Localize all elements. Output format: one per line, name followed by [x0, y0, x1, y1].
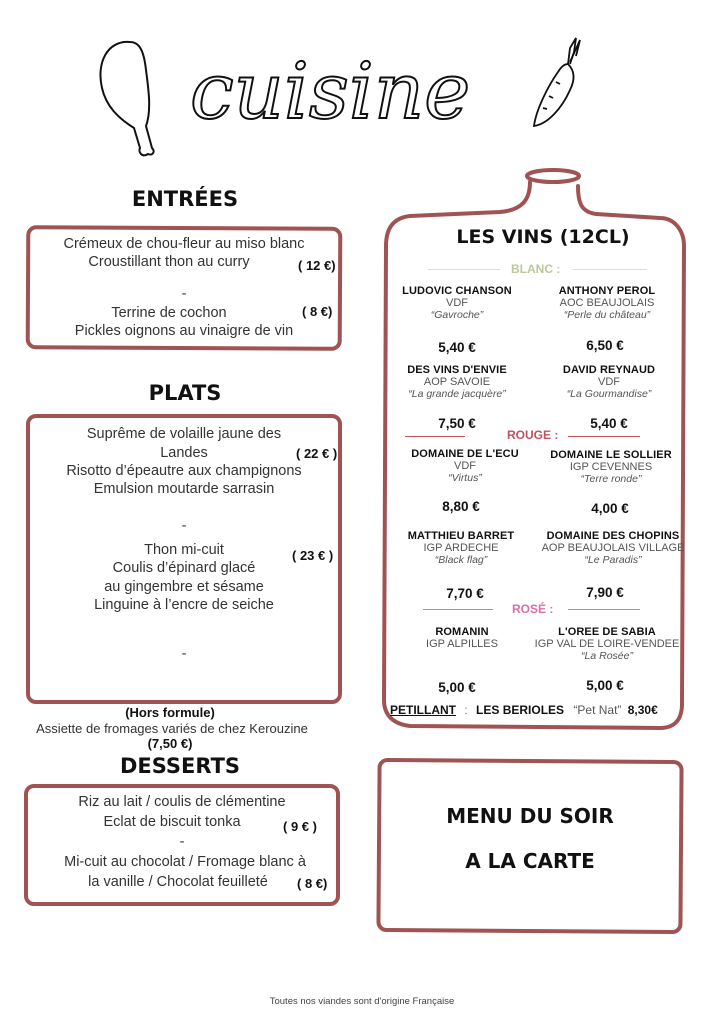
entrees-list [26, 226, 342, 350]
wine-cuvee: “Perle du château” [563, 309, 651, 321]
petillant-label: PETILLANT [390, 703, 456, 717]
wine-appellation: IGP ALPILLES [426, 638, 498, 650]
rose-rule-left [423, 609, 493, 610]
dessert-line: Riz au lait / coulis de clémentine [78, 794, 286, 810]
plat-line: au gingembre et sésame [104, 579, 264, 595]
wine-producer: DOMAINE DE L'ECU [411, 448, 519, 460]
entrees-title: ENTRÉES [131, 187, 239, 211]
fromage-label: (Hors formule) [125, 705, 215, 720]
wine-card [533, 530, 693, 567]
wine-cuvee: “La grande jacquère” [408, 388, 506, 400]
blanc-label: BLANC : [511, 262, 561, 276]
wine-appellation: AOP BEAUJOLAIS VILLAGE [541, 542, 685, 554]
plats-title: PLATS [148, 381, 222, 405]
wine-cuvee: “Black flag” [434, 554, 488, 566]
rose-label: ROSÉ : [512, 602, 554, 616]
carrot-icon [534, 38, 580, 126]
wine-price: 4,00 € [591, 501, 629, 516]
wine-cuvee: “Terre ronde” [580, 473, 642, 485]
wine-card [377, 364, 537, 401]
wine-card [382, 626, 542, 650]
wine-cuvee: “Gavroche” [430, 309, 484, 321]
wine-card [527, 626, 687, 663]
dessert-line: Eclat de biscuit tonka [103, 814, 241, 830]
entree-line: Croustillant thon au curry [88, 254, 250, 270]
petillant-cuvee: “Pet Nat” [573, 703, 622, 717]
wine-appellation: VDF [598, 376, 620, 388]
blanc-rule-left [428, 269, 500, 270]
plat-price: ( 23 € ) [292, 548, 334, 563]
entree-line: Terrine de cochon [111, 305, 227, 321]
wine-price: 5,00 € [586, 678, 624, 693]
menu-soir-line2: A LA CARTE [465, 849, 595, 873]
dessert-price: ( 8 €) [297, 876, 328, 891]
wine-price: 5,00 € [438, 680, 476, 695]
menu-soir-line1: MENU DU SOIR [446, 804, 614, 828]
wine-card [531, 449, 691, 486]
petillant-name: LES BERIOLES [476, 703, 565, 717]
wine-appellation: IGP VAL DE LOIRE-VENDEE [534, 638, 680, 650]
plat-line: Linguine à l’encre de seiche [94, 597, 274, 613]
plat-line: Risotto d’épeautre aux champignons [66, 463, 302, 479]
vins-title: LES VINS (12CL) [456, 226, 630, 248]
plat-line: Emulsion moutarde sarrasin [93, 481, 275, 497]
entree-line: Pickles oignons au vinaigre de vin [74, 323, 294, 339]
blanc-rule-right [573, 269, 647, 270]
wine-card [529, 364, 689, 401]
desserts-list [24, 784, 340, 906]
wine-cuvee: “Virtus” [448, 472, 482, 484]
petillant-sep: : [464, 703, 468, 717]
plat-line: Coulis d’épinard glacé [112, 560, 256, 576]
wine-price: 7,50 € [438, 416, 476, 431]
header-title: cuisine [190, 47, 471, 137]
dessert-line: Mi-cuit au chocolat / Fromage blanc à [64, 854, 306, 870]
petillant-price: 8,30€ [627, 703, 658, 717]
wine-price: 8,80 € [442, 499, 480, 514]
wine-card [381, 530, 541, 567]
chicken-drumstick-icon [100, 42, 153, 155]
plat-line: - [181, 518, 187, 534]
entree-price: ( 8 €) [302, 304, 333, 319]
wine-card [385, 448, 545, 485]
rose-rule-right [568, 609, 640, 610]
wine-price: 7,70 € [446, 586, 484, 601]
fromage-text: Assiette de fromages variés de chez Kerouzine [36, 721, 308, 736]
wine-price: 6,50 € [586, 338, 624, 353]
wine-appellation: AOP SAVOIE [423, 376, 491, 388]
wine-producer: DOMAINE DES CHOPINS [546, 530, 680, 542]
wine-producer: LUDOVIC CHANSON [402, 285, 512, 297]
wine-cuvee: “Le Paradis” [584, 554, 642, 566]
rouge-label: ROUGE : [507, 428, 559, 442]
wine-producer: DAVID REYNAUD [562, 364, 656, 376]
header-illustration [0, 0, 724, 170]
plat-price: ( 22 € ) [296, 446, 338, 461]
footer-note: Toutes nos viandes sont d'origine Française [269, 996, 455, 1007]
wine-appellation: VDF [454, 460, 476, 472]
wine-price: 5,40 € [438, 340, 476, 355]
wine-appellation: AOC BEAUJOLAIS [559, 297, 655, 309]
plats-list [26, 414, 342, 704]
entree-line: Crémeux de chou-fleur au miso blanc [63, 236, 305, 252]
wine-producer: L'OREE DE SABIA [558, 626, 656, 638]
dessert-line: la vanille / Chocolat feuilleté [88, 874, 268, 890]
plat-line: Suprême de volaille jaune des [86, 426, 282, 442]
plat-line: Thon mi-cuit [144, 542, 224, 558]
petillant-row [390, 703, 658, 717]
wine-producer: ANTHONY PEROL [558, 285, 656, 297]
menu-soir-box [376, 758, 683, 934]
wine-card [377, 285, 537, 322]
wine-appellation: VDF [446, 297, 468, 309]
desserts-title: DESSERTS [119, 754, 241, 778]
wine-price: 5,40 € [590, 416, 628, 431]
wine-appellation: IGP ARDECHE [423, 542, 499, 554]
entree-line: - [181, 286, 187, 302]
wine-producer: DES VINS D'ENVIE [407, 364, 507, 376]
wine-cuvee: “La Rosée” [581, 650, 633, 662]
wine-cuvee: “La Gourmandise” [566, 388, 652, 400]
wine-card [527, 285, 687, 322]
wine-producer: DOMAINE LE SOLLIER [550, 449, 672, 461]
wine-producer: MATTHIEU BARRET [407, 530, 515, 542]
dessert-price: ( 9 € ) [283, 819, 317, 834]
wine-producer: ROMANIN [435, 626, 489, 638]
entree-price: ( 12 €) [298, 258, 336, 273]
plat-line: Landes [160, 445, 208, 461]
rouge-rule-left [405, 436, 465, 437]
wine-price: 7,90 € [586, 585, 624, 600]
fromage-price: (7,50 €) [147, 736, 193, 751]
wine-appellation: IGP CEVENNES [569, 461, 653, 473]
dessert-line: - [179, 834, 185, 850]
rouge-rule-right [568, 436, 640, 437]
plat-line: - [181, 646, 187, 662]
